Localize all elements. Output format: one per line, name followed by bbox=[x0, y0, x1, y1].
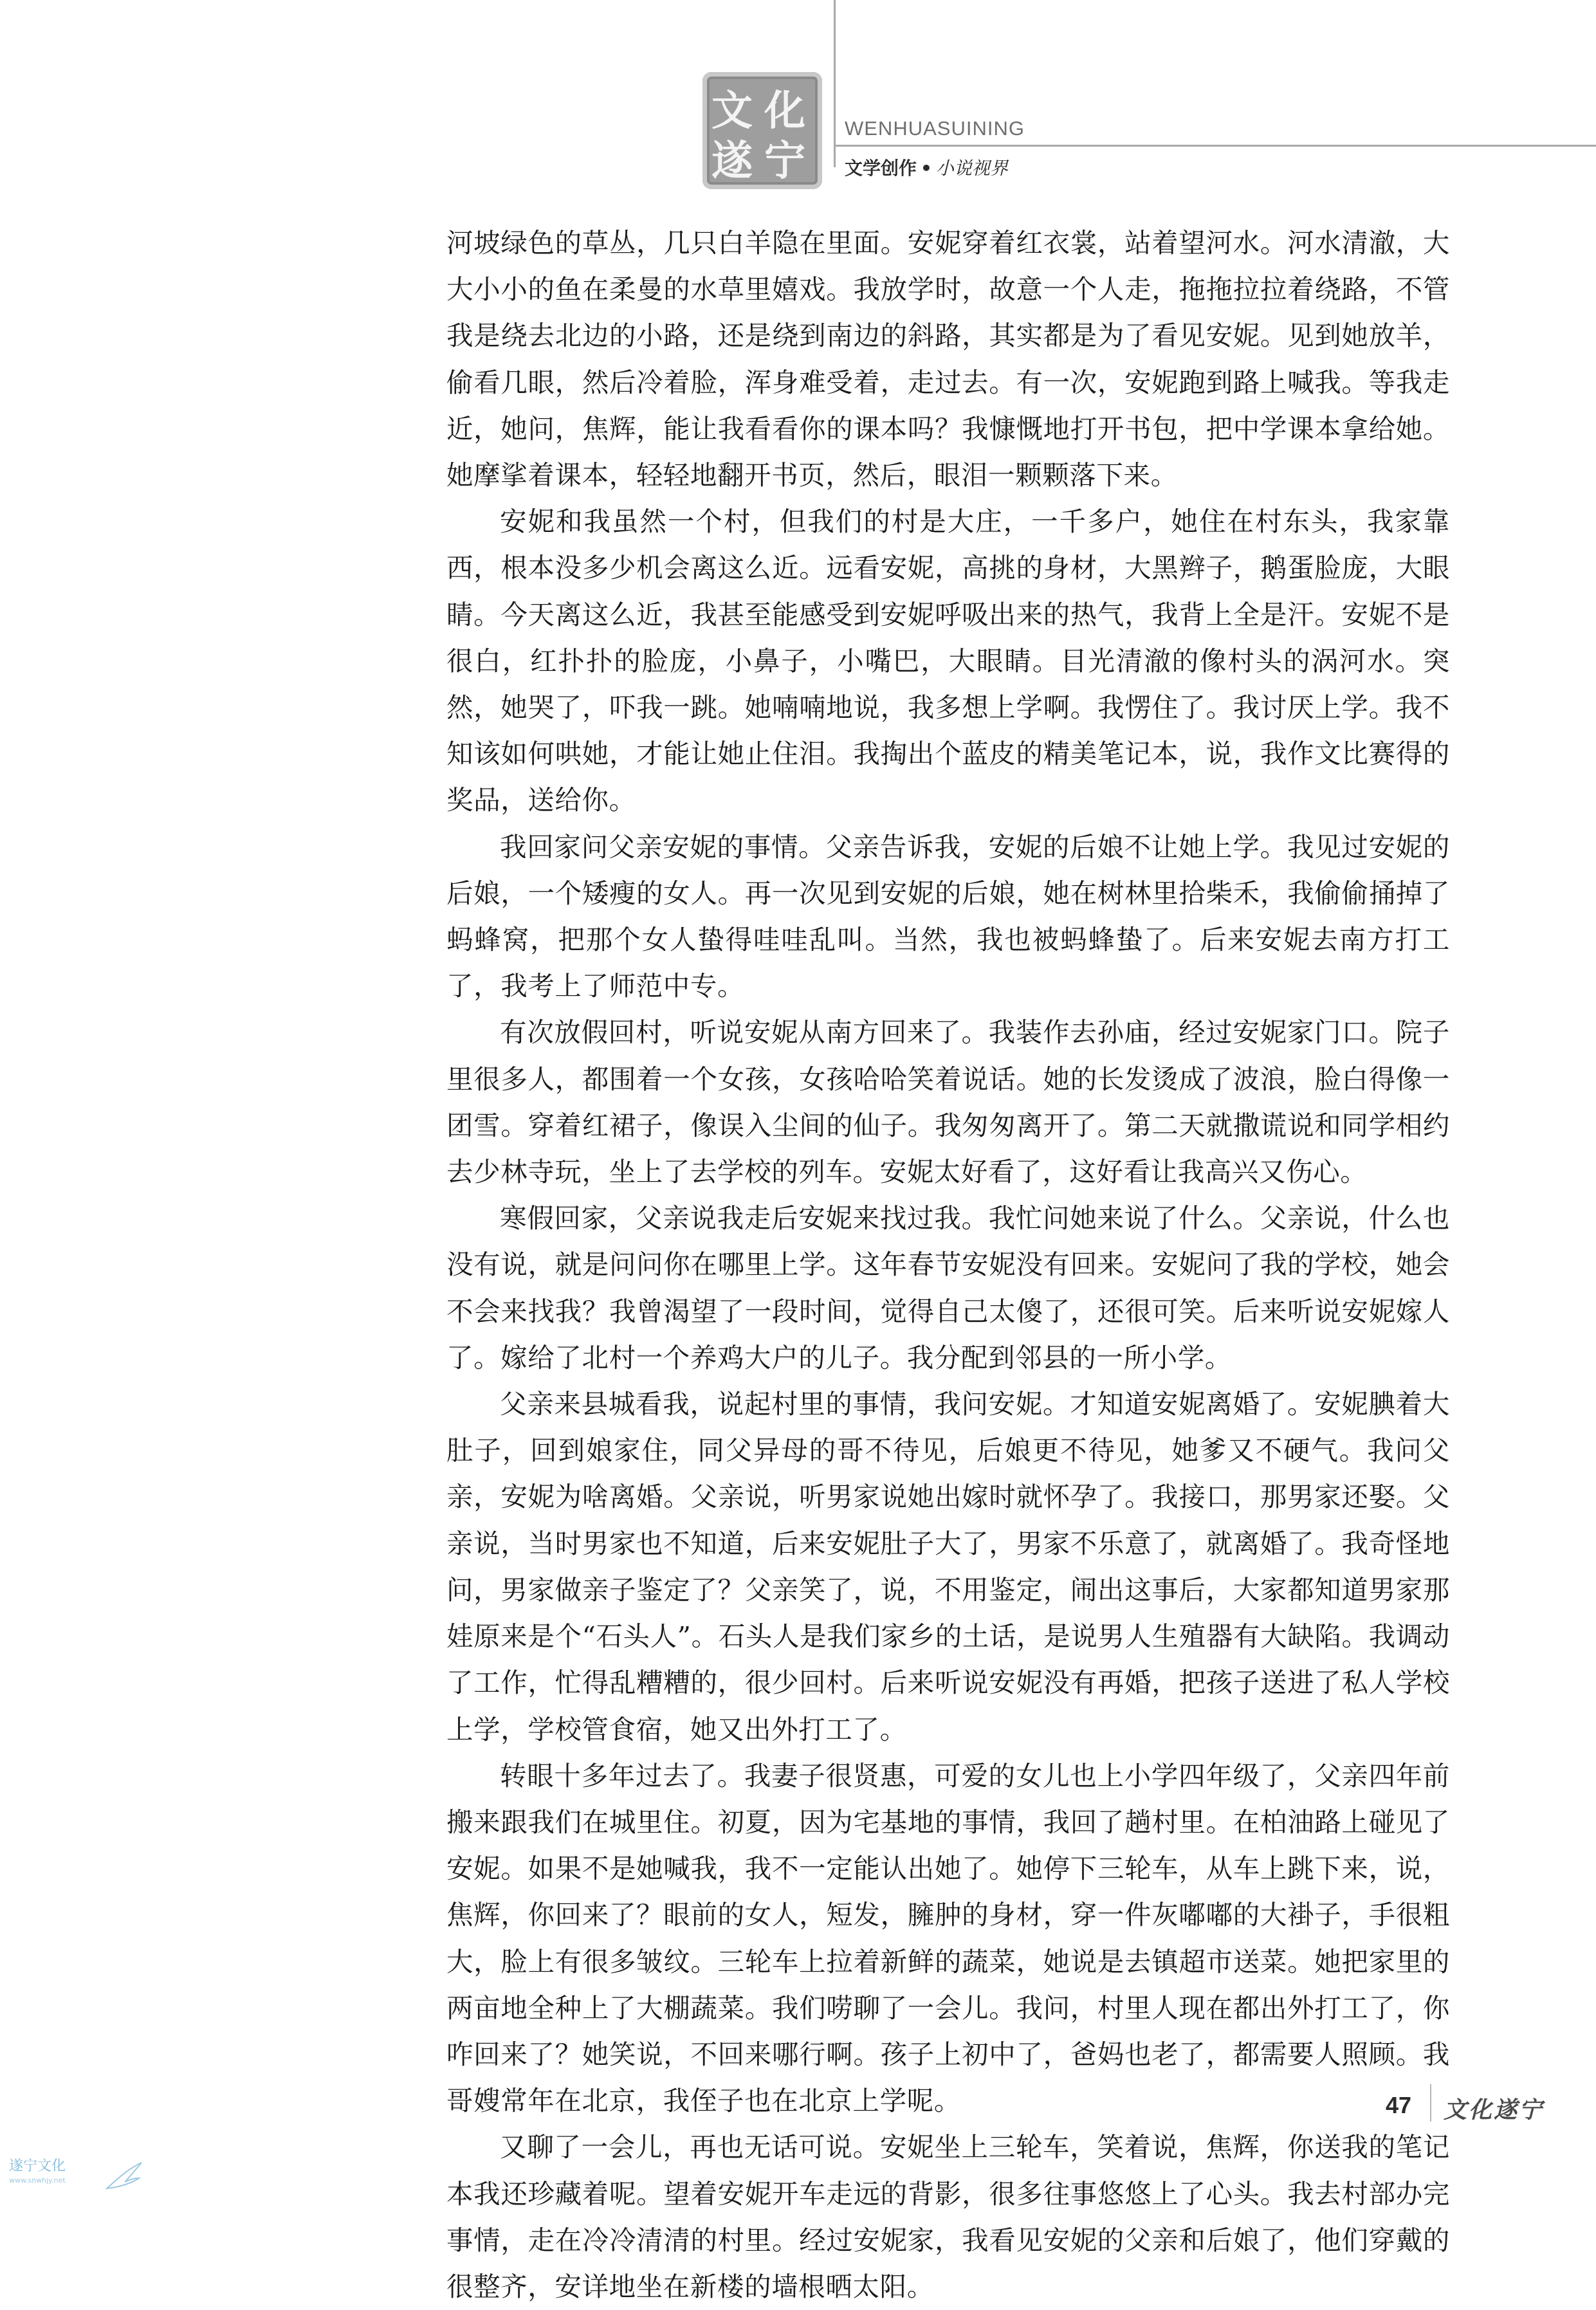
seal-char: 文 bbox=[711, 87, 753, 135]
footer-separator bbox=[1430, 2084, 1431, 2122]
seal-char: 遂 bbox=[711, 137, 753, 185]
section-name: 文学创作 bbox=[845, 158, 917, 179]
paragraph: 转眼十多年过去了。我妻子很贤惠，可爱的女儿也上小学四年级了，父亲四年前搬来跟我们在城里住。初夏，因为宅基地的事情，我回了趟村里。在柏油路上碰见了安妮。如果不是她喊我，我不一定能认出她了。她停下三轮车，从车上跳下来，说，焦辉，你回来了？眼前的女人，短发，臃肿的身材，穿一件灰嘟嘟的大褂子，手很粗大，脸上有很多皱纹。三轮车上拉着新鲜的蔬菜，她说是去镇超市送菜。她把家里的两亩地全种上了大棚蔬菜。我们唠聊了一会儿。我问，村里人现在都出外打工了，你咋回来了？她笑说，不回来哪行啊。孩子上初中了，爸妈也老了，都需要人照顾。我哥嫂常年在北京，我侄子也在北京上学呢。 bbox=[446, 1759, 1450, 2117]
footer-brand: 文化遂宁 bbox=[1444, 2096, 1545, 2123]
seal-char: 宁 bbox=[764, 137, 805, 185]
paragraph: 河坡绿色的草丛，几只白羊隐在里面。安妮穿着红衣裳，站着望河水。河水清澈，大大小小的鱼在柔曼的水草里嬉戏。我放学时，故意一个人走，拖拖拉拉着绕路，不管我是绕去北边的小路，还是绕到南边的斜路，其实都是为了看见安妮。见到她放羊，偷看几眼，然后冷着脸，浑身难受着，走过去。有一次，安妮跑到路上喊我。等我走近，她问，焦辉，能让我看看你的课本吗？我慷慨地打开书包，把中学课本拿给她。她摩挲着课本，轻轻地翻开书页，然后，眼泪一颗颗落下来。 bbox=[446, 227, 1450, 491]
section-heading bbox=[845, 154, 1008, 180]
paragraph: 寒假回家，父亲说我走后安妮来找过我。我忙问她来说了什么。父亲说，什么也没有说，就是问问你在哪里上学。这年春节安妮没有回来。安妮问了我的学校，她会不会来找我？我曾渴望了一段时间，觉得自己太傻了，还很可笑。后来听说安妮嫁人了。嫁给了北村一个养鸡大户的儿子。我分配到邻县的一所小学。 bbox=[446, 1202, 1450, 1373]
paragraph: 父亲来县城看我，说起村里的事情，我问安妮。才知道安妮离婚了。安妮腆着大肚子，回到娘家住，同父异母的哥不待见，后娘更不待见，她爹又不硬气。我问父亲，安妮为啥离婚。父亲说，听男家说她出嫁时就怀孕了。我接口，那男家还娶。父亲说，当时男家也不知道，后来安妮肚子大了，男家不乐意了，就离婚了。我奇怪地问，男家做亲子鉴定了？父亲笑了，说，不用鉴定，闹出这事后，大家都知道男家那娃原来是个“石头人”。石头人是我们家乡的土话，是说男人生殖器有大缺陷。我调动了工作，忙得乱糟糟的，很少回村。后来听说安妮没有再婚，把孩子送进了私人学校上学，学校管食宿，她又出外打工了。 bbox=[446, 1388, 1450, 1745]
watermark bbox=[9, 2155, 66, 2185]
paragraph: 有次放假回村，听说安妮从南方回来了。我装作去孙庙，经过安妮家门口。院子里很多人，都围着一个女孩，女孩哈哈笑着说话。她的长发烫成了波浪，脸白得像一团雪。穿着红裙子，像误入尘间的仙子。我匆匆离开了。第二天就撒谎说和同学相约去少林寺玩，坐上了去学校的列车。安妮太好看了，这好看让我高兴又伤心。 bbox=[446, 1016, 1450, 1188]
header-vertical-rule bbox=[834, 0, 836, 167]
watermark-text: 遂宁文化 bbox=[9, 2158, 66, 2174]
header-horizontal-rule bbox=[834, 145, 1596, 147]
article-body bbox=[446, 220, 1450, 2310]
column-name: 小说视界 bbox=[935, 158, 1008, 179]
section-separator: • bbox=[921, 158, 932, 179]
magazine-english-title: WENHUASUINING bbox=[845, 117, 1025, 140]
watermark-url: www.snwhjy.net bbox=[9, 2176, 66, 2185]
page-number: 47 bbox=[1386, 2092, 1412, 2118]
paragraph: 安妮和我虽然一个村，但我们的村是大庄，一千多户，她住在村东头，我家靠西，根本没多少机会离这么近。远看安妮，高挑的身材，大黑辫子，鹅蛋脸庞，大眼睛。今天离这么近，我甚至能感受到安妮呼吸出来的热气，我背上全是汗。安妮不是很白，红扑扑的脸庞，小鼻子，小嘴巴，大眼睛。目光清澈的像村头的涡河水。突然，她哭了，吓我一跳。她喃喃地说，我多想上学啊。我愣住了。我讨厌上学。我不知该如何哄她，才能让她止住泪。我掏出个蓝皮的精美笔记本，说，我作文比赛得的奖品，送给你。 bbox=[446, 506, 1450, 816]
paragraph: 又聊了一会儿，再也无话可说。安妮坐上三轮车，笑着说，焦辉，你送我的笔记本我还珍藏着呢。望着安妮开车走远的背影，很多往事悠悠上了心头。我去村部办完事情，走在冷冷清清的村里。经过安妮家，我看见安妮的父亲和后娘了，他们穿戴的很整齐，安详地坐在新楼的墙根晒太阳。 bbox=[446, 2131, 1450, 2302]
wing-icon bbox=[105, 2160, 144, 2192]
paragraph: 我回家问父亲安妮的事情。父亲告诉我，安妮的后娘不让她上学。我见过安妮的后娘，一个矮瘦的女人。再一次见到安妮的后娘，她在树林里拾柴禾，我偷偷捅掉了蚂蜂窝，把那个女人蛰得哇哇乱叫。当然，我也被蚂蜂蛰了。后来安妮去南方打工了，我考上了师范中专。 bbox=[446, 830, 1450, 1002]
seal-glyphs bbox=[702, 72, 822, 189]
seal-char: 化 bbox=[764, 87, 805, 135]
seal-logo bbox=[702, 72, 822, 189]
